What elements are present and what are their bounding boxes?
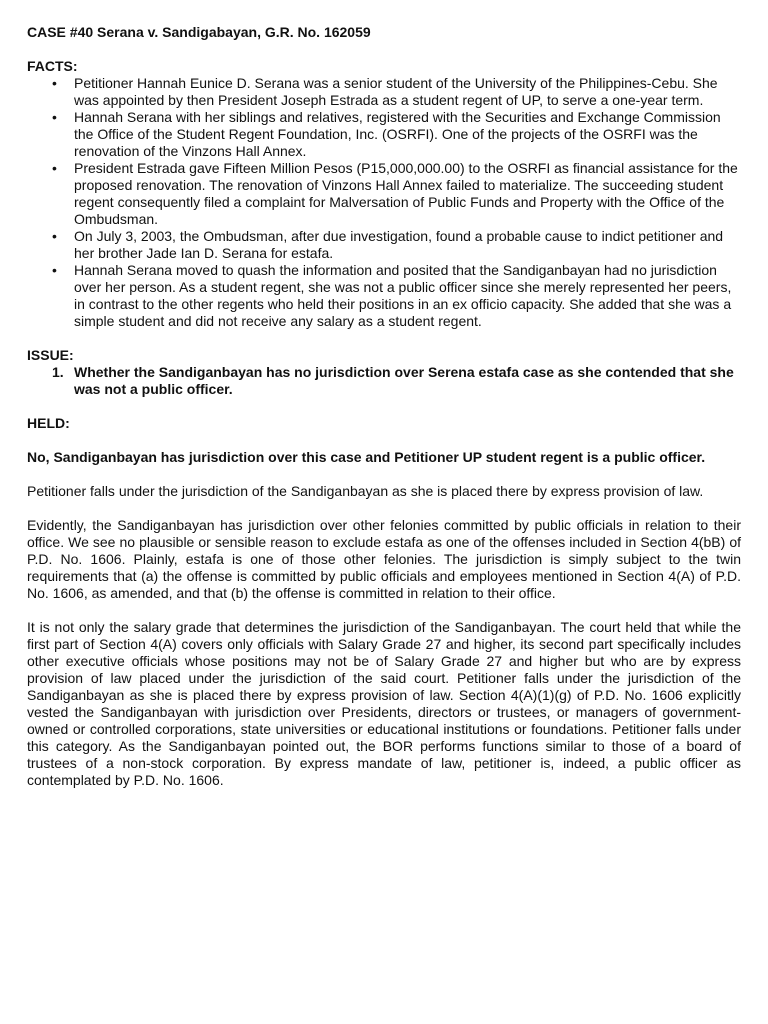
- fact-item: • Hannah Serana moved to quash the information and posited that the Sandiganbayan had no jurisdiction over her person. As a student regent, she was not a public officer since she merely represented her peers, in contrast to the other regents who held their positions in an ex officio capacity. She added that she was a simple student and did not receive any salary as a student regent.: [74, 262, 741, 330]
- fact-item: • Hannah Serana with her siblings and relatives, registered with the Securities and Exchange Commission the Office of the Student Regent Foundation, Inc. (OSRFI). One of the projects of the OSRFI was the renovation of the Vinzons Hall Annex.: [74, 109, 741, 160]
- facts-list: [27, 75, 741, 330]
- held-ruling: No, Sandiganbayan has jurisdiction over this case and Petitioner UP student regent is a public officer.: [27, 449, 706, 465]
- issue-heading: ISSUE:: [27, 347, 74, 363]
- held-paragraph: Evidently, the Sandiganbayan has jurisdiction over other felonies committed by public officials in relation to their office. We see no plausible or sensible reason to exclude estafa as one of the offenses included in Section 4(bB) of P.D. No. 1606. Plainly, estafa is one of those other felonies. The jurisdiction is simply subject to the twin requirements that (a) the offense is committed by public officials and employees mentioned in Section 4(A) of P.D. No. 1606, as amended, and that (b) the offense is committed in relation to their office.: [27, 517, 741, 601]
- issue-number: 1.: [52, 364, 64, 380]
- fact-item: • President Estrada gave Fifteen Million Pesos (P15,000,000.00) to the OSRFI as financial assistance for the proposed renovation. The renovation of Vinzons Hall Annex failed to materialize. The succeeding student regent consequently filed a complaint for Malversation of Public Funds and Property with the Office of the Ombudsman.: [74, 160, 741, 228]
- issue-list: [27, 364, 741, 398]
- held-paragraph: Petitioner falls under the jurisdiction of the Sandiganbayan as she is placed there by express provision of law.: [27, 483, 704, 499]
- issue-text: Whether the Sandiganbayan has no jurisdiction over Serena estafa case as she contended that she was not a public officer.: [74, 364, 734, 397]
- facts-heading: FACTS:: [27, 58, 78, 74]
- held-paragraph: It is not only the salary grade that determines the jurisdiction of the Sandiganbayan. The court held that while the first part of Section 4(A) covers only officials with Salary Grade 27 and higher, its second part specifically includes other executive officials whose positions may not be of Salary Grade 27 and higher but who are by express provision of law placed under the jurisdiction of the said court. Petitioner falls under the jurisdiction of the Sandiganbayan as she is placed there by express provision of law. Section 4(A)(1)(g) of P.D. No. 1606 explicitly vested the Sandiganbayan with jurisdiction over Presidents, directors or trustees, or managers of government-owned or controlled corporations, state universities or educational institutions or foundations. Petitioner falls under this category. As the Sandiganbayan pointed out, the BOR performs functions similar to those of a board of trustees of a non-stock corporation. By express mandate of law, petitioner is, indeed, a public officer as contemplated by P.D. No. 1606.: [27, 619, 741, 788]
- case-title: CASE #40 Serana v. Sandigabayan, G.R. No. 162059: [27, 24, 371, 40]
- document-page: [27, 24, 741, 789]
- held-heading: HELD:: [27, 415, 70, 431]
- fact-item: • Petitioner Hannah Eunice D. Serana was a senior student of the University of the Philippines-Cebu. She was appointed by then President Joseph Estrada as a student regent of UP, to serve a one-year term.: [74, 75, 741, 109]
- issue-item: [52, 364, 741, 398]
- fact-item: • On July 3, 2003, the Ombudsman, after due investigation, found a probable cause to indict petitioner and her brother Jade Ian D. Serana for estafa.: [74, 228, 741, 262]
